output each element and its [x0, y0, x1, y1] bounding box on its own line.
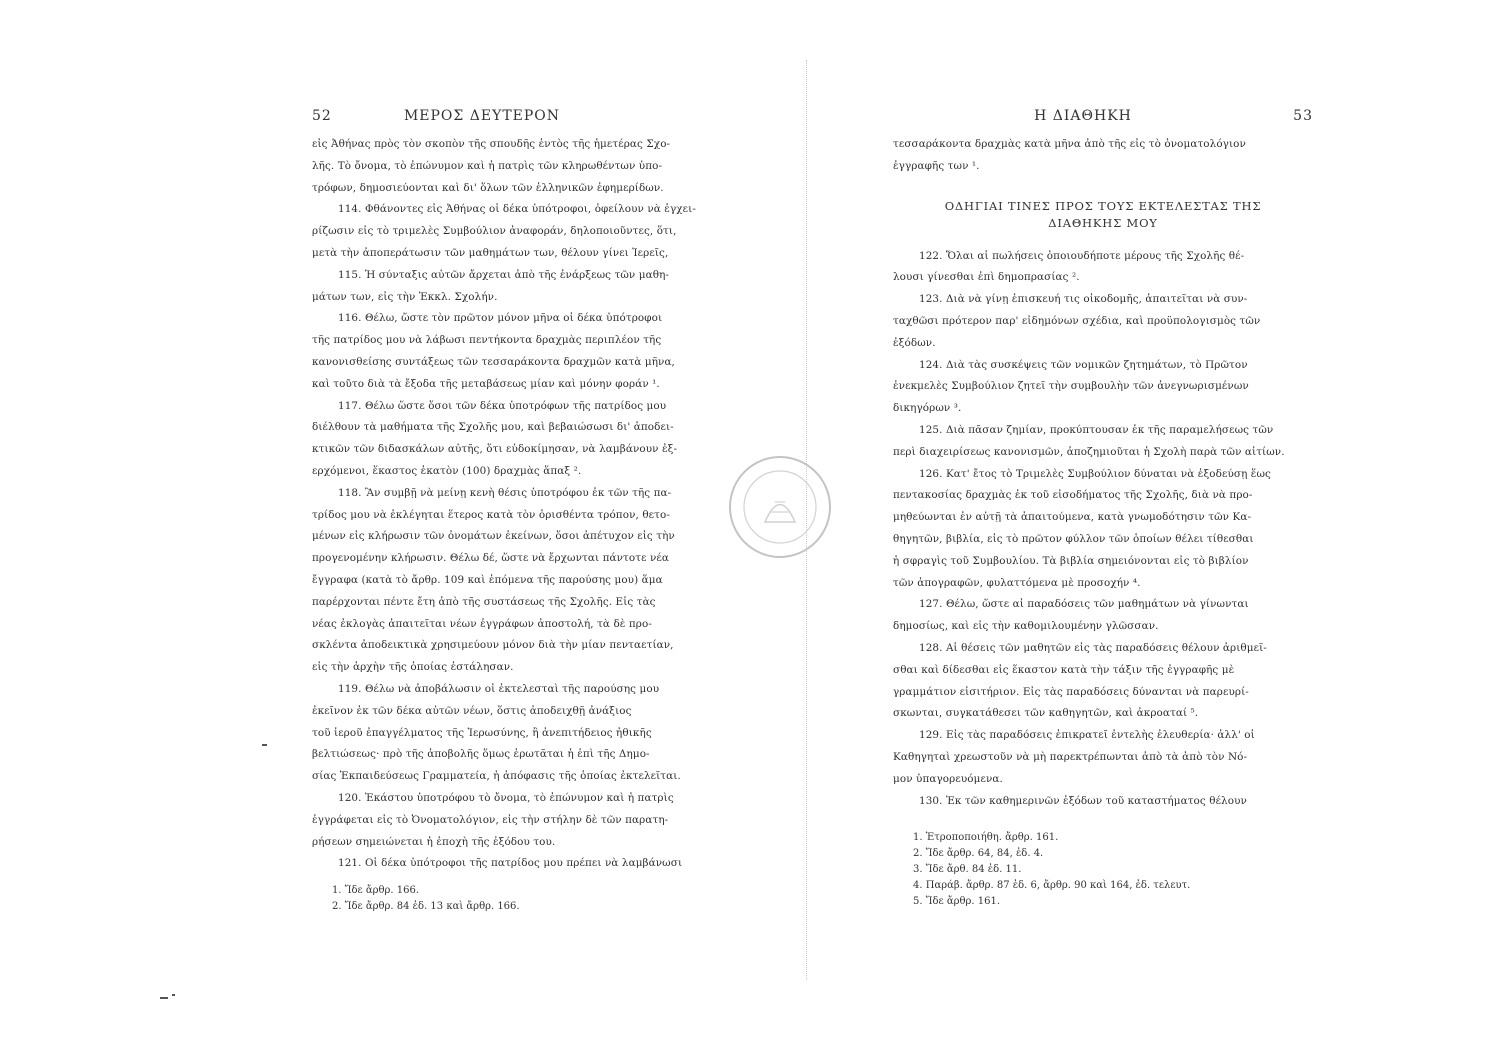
text-line: ἐκεῖνον ἐκ τῶν δέκα αὐτῶν νέων, ὅστις ἀποδειχθῇ ἀνάξιος — [312, 704, 632, 717]
text-line: 123. Διὰ νὰ γίνῃ ἐπισκευή τις οἰκοδομῆς, ἀπαιτεῖται νὰ συν- — [919, 293, 1248, 306]
text-line: μένων εἰς κλήρωσιν τῶν ὀνομάτων ἐκείνων, ὅσοι ἀπέτυχον εἰς τὴν — [312, 530, 675, 543]
text-line: 120. Ἑκάστου ὑποτρόφου τὸ ὄνομα, τὸ ἐπώνυμον καὶ ἡ πατρὶς — [338, 791, 674, 804]
text-line: ἔγγραφα (κατὰ τὸ ἄρθρ. 109 καὶ ἑπόμενα τῆς παρούσης μου) ἅμα — [312, 573, 663, 586]
footnote: 5. Ἴδε ἄρθρ. 161. — [913, 896, 1001, 908]
text-line: 125. Διὰ πᾶσαν ζημίαν, προκύπτουσαν ἐκ τῆς παραμελήσεως τῶν — [919, 423, 1274, 436]
text-line: λουσι γίνεσθαι ἐπὶ δημοπρασίας ². — [893, 271, 1080, 284]
text-line: διέλθουν τὰ μαθήματα τῆς Σχολῆς μου, καὶ βεβαιώσωσι δι' ἀποδει- — [312, 421, 674, 434]
text-line: 130. Ἐκ τῶν καθημερινῶν ἐξόδων τοῦ καταστήματος θέλουν — [919, 794, 1247, 807]
margin-mark — [160, 997, 168, 999]
text-line: Καθηγηταὶ χρεωστοῦν νὰ μὴ παρεκτρέπωνται ἀπὸ τὰ ἀπὸ τὸν Νό- — [893, 750, 1248, 763]
footnote: 3. Ἴδε ἄρθ. 84 ἐδ. 11. — [913, 864, 1022, 876]
left-running-head — [312, 108, 732, 134]
text-line: ἐνεκμελὲς Συμβούλιον ζητεῖ τὴν συμβουλὴν τῶν ἀνεγνωρισμένων — [893, 380, 1249, 393]
right-running-head — [893, 108, 1313, 134]
text-line: 124. Διὰ τὰς συσκέψεις τῶν νομικῶν ζητημάτων, τὸ Πρῶτον — [919, 358, 1248, 371]
left-page — [312, 108, 732, 915]
text-line: πεντακοσίας δραχμὰς ἐκ τοῦ εἰσοδήματος τῆς Σχολῆς, διὰ νὰ προ- — [893, 489, 1253, 502]
text-line: 122. Ὅλαι αἱ πωλήσεις ὁποιουδήποτε μέρους τῆς Σχολῆς θέ- — [919, 249, 1245, 262]
text-line: τοῦ ἱεροῦ ἐπαγγέλματος τῆς Ἱερωσύνης, ἢ ἀνεπιτήδειος ἠθικῆς — [312, 726, 652, 739]
text-line: δημοσίως, καὶ εἰς τὴν καθομιλουμένην γλῶσσαν. — [893, 620, 1159, 633]
text-line: μάτων των, εἰς τὴν Ἐκκλ. Σχολήν. — [312, 290, 498, 303]
text-line: 118. Ἂν συμβῇ νὰ μείνῃ κενὴ θέσις ὑποτρόφου ἐκ τῶν τῆς πα- — [338, 486, 672, 499]
text-line: σθαι καὶ δίδεσθαι εἰς ἕκαστον κατὰ τὴν τάξιν τῆς ἐγγραφῆς μὲ — [893, 663, 1235, 676]
text-line: 116. Θέλω, ὥστε τὸν πρῶτον μόνον μῆνα οἱ δέκα ὑπότροφοι — [338, 312, 663, 325]
text-line: 129. Εἰς τὰς παραδόσεις ἐπικρατεῖ ἐντελὴς ἐλευθερία· ἀλλ' οἱ — [919, 729, 1255, 742]
text-line: κτικῶν τῶν διδασκάλων αὐτῆς, ὅτι εὐδοκίμησαν, νὰ λαμβάνουν ἐξ- — [312, 443, 678, 456]
right-page-number: 53 — [1293, 108, 1313, 124]
text-line: κανονισθείσης συντάξεως τῶν τεσσαράκοντα δραχμῶν κατὰ μῆνα, — [312, 355, 675, 368]
text-line: 128. Αἱ θέσεις τῶν μαθητῶν εἰς τὰς παραδόσεις θέλουν ἀριθμεῖ- — [919, 641, 1267, 654]
text-line: νέας ἐκλογὰς ἀπαιτεῖται νέων ἐγγράφων ἀποστολή, τὰ δὲ προ- — [312, 617, 652, 630]
right-body-intro — [893, 134, 1313, 178]
text-line: βελτιώσεως· πρὸ τῆς ἀποβολῆς ὅμως ἐρωτᾶται ἡ ἐπὶ τῆς Δημο- — [312, 748, 650, 761]
text-line: ἐγγραφῆς των ¹. — [893, 159, 980, 172]
text-line: τῶν ἀπογραφῶν, φυλαττόμενα μὲ προσοχήν ⁴. — [893, 576, 1141, 589]
text-line: λῆς. Τὸ ὄνομα, τὸ ἐπώνυμον καὶ ἡ πατρὶς τῶν κληρωθέντων ὑπο- — [312, 159, 663, 172]
text-line: παρέρχονται πέντε ἔτη ἀπὸ τῆς συστάσεως τῆς Σχολῆς. Εἰς τὰς — [312, 595, 656, 608]
footnote: 1. Ἐτροποποιήθη. ἄρθρ. 161. — [913, 832, 1059, 844]
margin-mark — [262, 744, 267, 746]
text-line: θηγητῶν, βιβλία, εἰς τὸ πρῶτον φύλλον τῶν ὁποίων θέλει τίθεσθαι — [893, 532, 1254, 545]
text-line: μηθεύωνται ἐν αὐτῇ τὰ ἀπαιτούμενα, κατὰ γνωμοδότησιν τῶν Κα- — [893, 511, 1252, 524]
text-line: μετὰ τὴν ἀποπεράτωσιν τῶν μαθημάτων των, θέλουν γίνει Ἱερεῖς, — [312, 246, 669, 259]
text-line: ἐξόδων. — [893, 336, 936, 349]
text-line: ἐγγράφεται εἰς τὸ Ὀνοματολόγιον, εἰς τὴν στήλην δὲ τῶν παρατη- — [312, 813, 669, 826]
footnote: 2. Ἴδε ἄρθρ. 84 ἐδ. 13 καὶ ἄρθρ. 166. — [332, 901, 520, 913]
text-line: ρήσεων σημειώνεται ἡ ἐποχὴ τῆς ἐξόδου του. — [312, 835, 556, 848]
margin-mark — [172, 994, 175, 996]
text-line: δικηγόρων ³. — [893, 402, 962, 415]
text-line: 126. Κατ' ἔτος τὸ Τριμελὲς Συμβούλιον δύναται νὰ ἐξοδεύσῃ ἕως — [919, 467, 1271, 480]
text-line: 121. Οἱ δέκα ὑπότροφοι τῆς πατρίδος μου πρέπει νὰ λαμβάνωσι — [338, 857, 683, 870]
text-line: σκωνται, συγκατάθεσει τῶν καθηγητῶν, καὶ ἀκροαταί ⁵. — [893, 707, 1199, 720]
text-line: τρόφων, δημοσιεύονται καὶ δι' ὅλων τῶν ἑλληνικῶν ἐφημερίδων. — [312, 181, 664, 194]
library-stamp-icon — [725, 452, 835, 562]
text-line: ερχόμενοι, ἕκαστος ἑκατὸν (100) δραχμὰς ἅπαξ ². — [312, 464, 582, 477]
section-heading-line-2: ΔΙΑΘΗΚΗΣ ΜΟΥ — [1048, 215, 1158, 230]
left-body-text — [312, 134, 732, 875]
text-line: εἰς τὴν ἀρχὴν τῆς ὁποίας ἐστάλησαν. — [312, 661, 514, 674]
text-line: μον ὑπαγορευόμενα. — [893, 772, 1003, 785]
text-line: καὶ τοῦτο διὰ τὰ ἔξοδα τῆς μεταβάσεως μίαν καὶ μόνην φοράν ¹. — [312, 377, 660, 390]
left-page-number: 52 — [312, 108, 332, 124]
text-line: 119. Θέλω νὰ ἀποβάλωσιν οἱ ἐκτελεσταὶ τῆς παρούσης μου — [338, 682, 660, 695]
right-body-text — [893, 246, 1313, 813]
text-line: 114. Φθάνοντες εἰς Ἀθήνας οἱ δέκα ὑπότροφοι, ὀφείλουν νὰ ἐγχει- — [338, 203, 696, 216]
left-footnotes — [312, 883, 732, 915]
text-line: ρίζωσιν εἰς τὸ τριμελὲς Συμβούλιον ἀναφοράν, δηλοποιοῦντες, ὅτι, — [312, 225, 677, 238]
text-line: σκλέντα ἀποδεικτικὰ χρησιμεύουν μόνον διὰ τὴν μίαν πενταετίαν, — [312, 639, 674, 652]
left-running-title: ΜΕΡΟΣ ΔΕΥΤΕΡΟΝ — [403, 108, 561, 124]
text-line: τεσσαράκοντα δραχμὰς κατὰ μῆνα ἀπὸ τῆς εἰς τὸ ὀνοματολόγιον — [893, 138, 1246, 150]
text-line: 127. Θέλω, ὥστε αἱ παραδόσεις τῶν μαθημάτων νὰ γίνωνται — [919, 598, 1249, 611]
footnote: 1. Ἴδε ἄρθρ. 166. — [332, 885, 420, 897]
right-footnotes — [893, 830, 1313, 910]
text-line: τρίδος μου νὰ ἐκλέγηται ἕτερος κατὰ τὸν ὁρισθέντα τρόπον, θετο- — [312, 508, 670, 521]
text-line: ταχθῶσι πρότερον παρ' εἰδημόνων σχέδια, καὶ προϋπολογισμὸς τῶν — [893, 314, 1261, 327]
text-line: προγενομένην κλήρωσιν. Θέλω δέ, ὥστε νὰ ἔρχωνται πάντοτε νέα — [312, 552, 670, 565]
footnote: 2. Ἴδε ἄρθρ. 64, 84, ἐδ. 4. — [913, 848, 1044, 860]
text-line: γραμμάτιον εἰσιτήριον. Εἰς τὰς παραδόσεις δύνανται νὰ παρευρί- — [893, 685, 1249, 698]
section-heading-line-1: ΟΔΗΓΙΑΙ ΤΙΝΕΣ ΠΡΟΣ ΤΟΥΣ ΕΚΤΕΛΕΣΤΑΣ ΤΗΣ — [944, 198, 1262, 213]
right-page — [893, 108, 1313, 910]
section-heading — [893, 198, 1313, 232]
text-line: 115. Ἡ σύνταξις αὐτῶν ἄρχεται ἀπὸ τῆς ἐνάρξεως τῶν μαθη- — [338, 268, 670, 281]
text-line: περὶ διαχειρίσεως κανονισμῶν, ἀποζημιοῦται ἡ Σχολὴ παρὰ τῶν αἰτίων. — [893, 445, 1285, 458]
text-line: σίας Ἐκπαιδεύσεως Γραμματεία, ἡ ἀπόφασις τῆς ὁποίας ἐκτελεῖται. — [312, 770, 681, 783]
text-line: 117. Θέλω ὥστε ὅσοι τῶν δέκα ὑποτρόφων τῆς πατρίδος μου — [338, 399, 667, 412]
footnote: 4. Παράβ. ἄρθρ. 87 ἐδ. 6, ἄρθρ. 90 καὶ 164, ἐδ. τελευτ. — [913, 880, 1191, 892]
text-line: ἡ σφραγὶς τοῦ Συμβουλίου. Τὰ βιβλία σημειόνονται εἰς τὸ βιβλίον — [893, 554, 1249, 567]
right-running-title: Η ΔΙΑΘΗΚΗ — [1034, 108, 1132, 124]
text-line: τῆς πατρίδος μου νὰ λάβωσι πεντήκοντα δραχμὰς περιπλέον τῆς — [312, 334, 662, 347]
text-line: εἰς Ἀθήνας πρὸς τὸν σκοπὸν τῆς σπουδῆς ἐντὸς τῆς ἡμετέρας Σχο- — [312, 138, 671, 150]
